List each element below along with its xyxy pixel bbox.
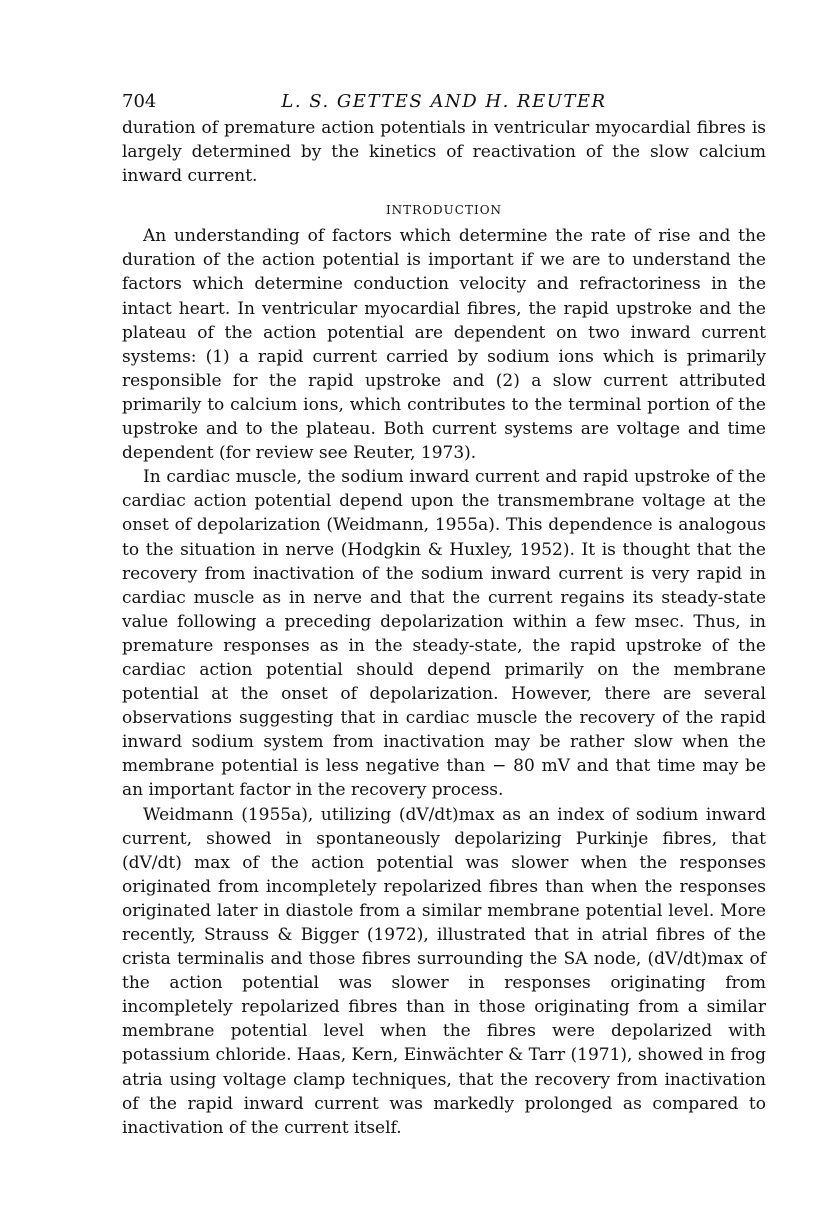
paragraph-introduction-2: In cardiac muscle, the sodium inward current and rapid upstroke of the cardiac action potential depend upon the transmembrane voltage at the onset of depolarization (Weidmann, 1955a). This dependence is analogous to the situation in nerve (Hodgkin & Huxley, 1952). It is thought that the recovery from inactivation of the sodium inward current is very rapid in cardiac muscle as in nerve and that the current regains its steady-state value following a preceding depolarization within a few msec. Thus, in premature responses as in the steady-state, the rapid upstroke of the cardiac action potential should depend primarily on the membrane potential at the onset of depolarization. However, there are several observations suggesting that in cardiac muscle the recovery of the rapid inward sodium system from inactivation may be rather slow when the membrane potential is less negative than − 80 mV and that time may be an important factor in the recovery process. [122, 467, 766, 801]
page-number: 704 [122, 91, 157, 112]
paragraph-continued: duration of premature action potentials in ventricular myocardial fibres is largely determined by the kinetics of reactivation of the slow calcium inward current. [122, 118, 766, 187]
section-heading-introduction: INTRODUCTION [385, 203, 503, 218]
journal-page [122, 88, 766, 1140]
running-title: L. S. GETTES AND H. REUTER [281, 91, 607, 112]
running-head [122, 88, 766, 116]
paragraph-introduction-3: Weidmann (1955a), utilizing (dV/dt)max as an index of sodium inward current, showed in spontaneously depolarizing Purkinje fibres, that (dV/dt) max of the action potential was slower when the responses originated from incompletely repolarized fibres than when the responses originated later in diastole from a similar membrane potential level. More recently, Strauss & Bigger (1972), illustrated that in atrial fibres of the crista terminalis and those fibres surrounding the SA node, (dV/dt)max of the action potential was slower in responses originating from incompletely repolarized fibres than in those originating from a similar membrane potential level when the fibres were depolarized with potassium chloride. Haas, Kern, Einwächter & Tarr (1971), showed in frog atria using voltage clamp techniques, that the recovery from inactivation of the rapid inward current was markedly prolonged as compared to inactivation of the current itself. [122, 804, 766, 1138]
paragraph-introduction-1: An understanding of factors which determine the rate of rise and the duration of the action potential is important if we are to understand the factors which determine conduction velocity and refractoriness in the intact heart. In ventricular myocardial fibres, the rapid upstroke and the plateau of the action potential are dependent on two inward current systems: (1) a rapid current carried by sodium ions which is primarily responsible for the rapid upstroke and (2) a slow current attributed primarily to calcium ions, which contributes to the terminal portion of the upstroke and to the plateau. Both current systems are voltage and time dependent (for review see Reuter, 1973). [122, 226, 766, 464]
